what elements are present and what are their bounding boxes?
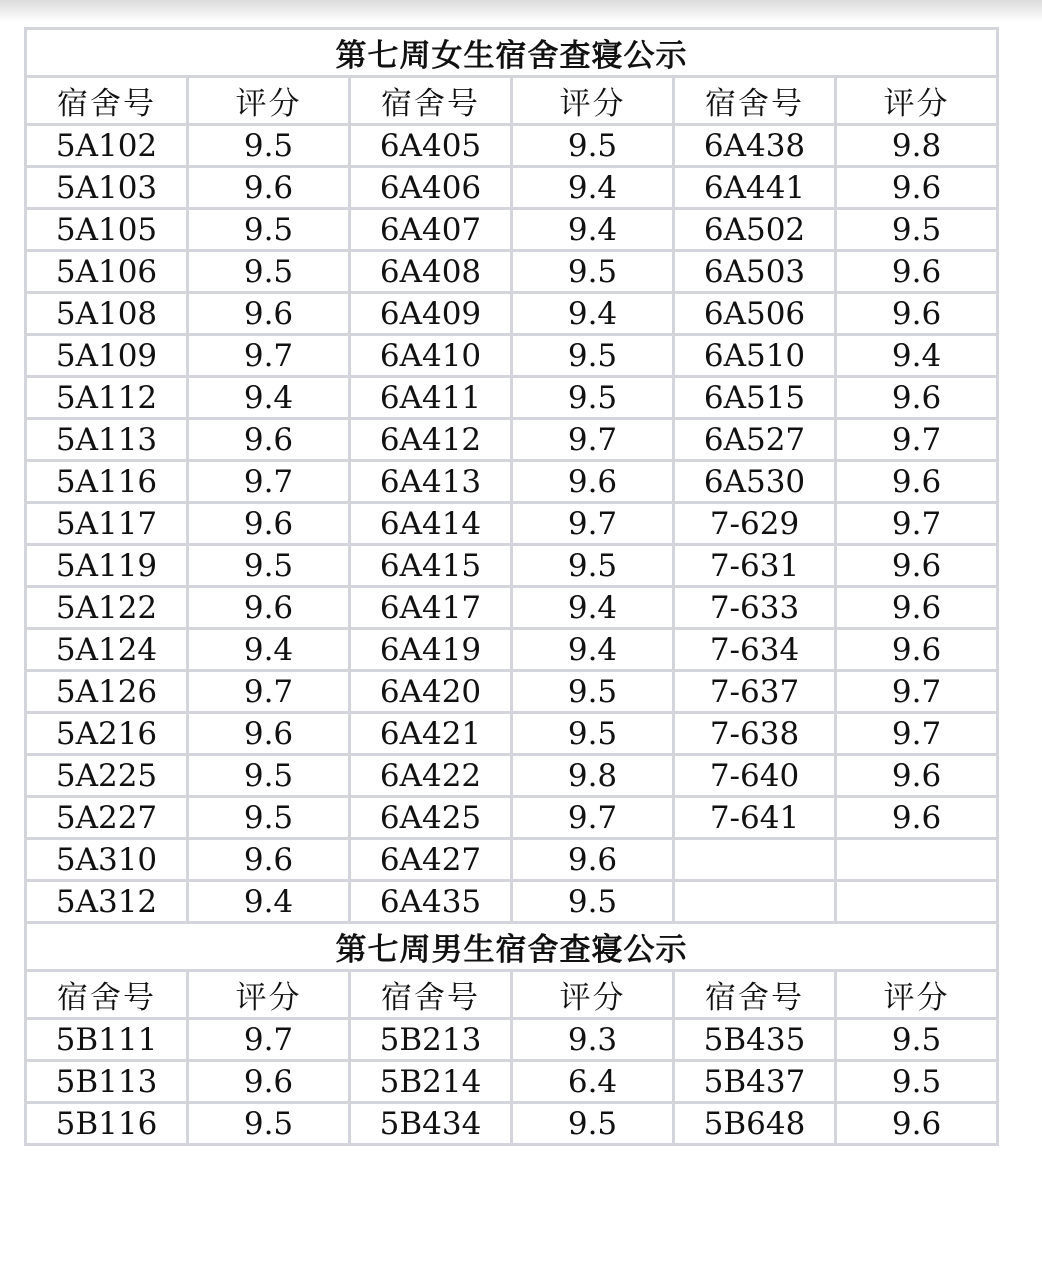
room-number-cell: 6A408 xyxy=(350,251,512,293)
room-number-cell: 7-633 xyxy=(674,587,836,629)
room-number-cell: 5B113 xyxy=(26,1061,188,1103)
score-cell: 9.5 xyxy=(512,251,674,293)
room-number-cell: 5A113 xyxy=(26,419,188,461)
score-cell: 9.5 xyxy=(188,209,350,251)
room-number-cell: 5A126 xyxy=(26,671,188,713)
room-number-cell: 6A427 xyxy=(350,839,512,881)
room-number-cell: 6A409 xyxy=(350,293,512,335)
room-number-cell: 5A310 xyxy=(26,839,188,881)
room-number-cell: 7-634 xyxy=(674,629,836,671)
room-number-cell: 6A405 xyxy=(350,125,512,167)
table-row xyxy=(26,671,998,713)
room-number-cell: 5A122 xyxy=(26,587,188,629)
room-number-cell: 5A124 xyxy=(26,629,188,671)
table-row xyxy=(26,419,998,461)
score-cell: 9.5 xyxy=(188,545,350,587)
table-row xyxy=(26,545,998,587)
score-cell: 9.5 xyxy=(836,1019,998,1061)
table-row xyxy=(26,881,998,923)
room-number-cell: 6A419 xyxy=(350,629,512,671)
score-cell: 9.8 xyxy=(512,755,674,797)
room-number-cell: 5B116 xyxy=(26,1103,188,1145)
score-cell: 9.6 xyxy=(188,587,350,629)
room-number-cell: 5B214 xyxy=(350,1061,512,1103)
score-cell: 9.5 xyxy=(188,125,350,167)
score-cell: 9.6 xyxy=(512,461,674,503)
room-number-cell: 6A413 xyxy=(350,461,512,503)
column-header-score: 评分 xyxy=(188,77,350,125)
room-number-cell: 6A420 xyxy=(350,671,512,713)
score-cell xyxy=(836,839,998,881)
male-title: 第七周男生宿舍查寝公示 xyxy=(26,923,998,971)
room-number-cell: 6A438 xyxy=(674,125,836,167)
room-number-cell: 5A105 xyxy=(26,209,188,251)
table-row xyxy=(26,293,998,335)
score-cell: 9.7 xyxy=(836,503,998,545)
room-number-cell: 6A435 xyxy=(350,881,512,923)
score-cell: 9.4 xyxy=(188,629,350,671)
room-number-cell: 5A216 xyxy=(26,713,188,755)
female-section xyxy=(26,29,998,923)
score-cell: 9.6 xyxy=(836,629,998,671)
score-cell: 9.4 xyxy=(512,629,674,671)
score-cell: 9.6 xyxy=(188,293,350,335)
room-number-cell: 6A410 xyxy=(350,335,512,377)
score-cell: 9.6 xyxy=(836,461,998,503)
room-number-cell: 5A112 xyxy=(26,377,188,419)
score-cell: 9.5 xyxy=(188,755,350,797)
room-number-cell: 6A412 xyxy=(350,419,512,461)
table-row xyxy=(26,713,998,755)
room-number-cell: 6A503 xyxy=(674,251,836,293)
table-row xyxy=(26,209,998,251)
column-header-room: 宿舍号 xyxy=(26,971,188,1019)
room-number-cell: 5A312 xyxy=(26,881,188,923)
score-cell: 9.5 xyxy=(512,545,674,587)
room-number-cell: 5A109 xyxy=(26,335,188,377)
room-number-cell: 6A502 xyxy=(674,209,836,251)
column-header-score: 评分 xyxy=(512,77,674,125)
score-cell: 9.6 xyxy=(188,713,350,755)
table-row xyxy=(26,251,998,293)
column-header-score: 评分 xyxy=(836,77,998,125)
table-row xyxy=(26,503,998,545)
dorm-inspection-table xyxy=(24,27,999,1146)
score-cell: 9.7 xyxy=(836,419,998,461)
room-number-cell: 7-641 xyxy=(674,797,836,839)
room-number-cell: 5A117 xyxy=(26,503,188,545)
male-section xyxy=(26,923,998,1145)
score-cell: 9.7 xyxy=(512,797,674,839)
score-cell: 9.5 xyxy=(512,335,674,377)
table-row xyxy=(26,587,998,629)
score-cell: 9.4 xyxy=(188,881,350,923)
table-row xyxy=(26,839,998,881)
score-cell: 9.6 xyxy=(836,587,998,629)
score-cell: 9.7 xyxy=(836,671,998,713)
male-header-row xyxy=(26,971,998,1019)
column-header-room: 宿舍号 xyxy=(350,77,512,125)
room-number-cell: 5B213 xyxy=(350,1019,512,1061)
table-row xyxy=(26,461,998,503)
room-number-cell: 5A102 xyxy=(26,125,188,167)
room-number-cell: 5B111 xyxy=(26,1019,188,1061)
column-header-room: 宿舍号 xyxy=(674,77,836,125)
top-shadow xyxy=(0,0,1042,22)
score-cell: 9.6 xyxy=(836,293,998,335)
score-cell: 9.7 xyxy=(836,713,998,755)
score-cell: 9.5 xyxy=(836,209,998,251)
score-cell: 9.6 xyxy=(188,503,350,545)
score-cell: 9.5 xyxy=(512,713,674,755)
room-number-cell: 6A425 xyxy=(350,797,512,839)
score-cell: 9.7 xyxy=(188,1019,350,1061)
score-cell: 9.5 xyxy=(512,125,674,167)
room-number-cell: 7-640 xyxy=(674,755,836,797)
room-number-cell: 6A527 xyxy=(674,419,836,461)
room-number-cell: 6A441 xyxy=(674,167,836,209)
score-cell: 9.6 xyxy=(836,167,998,209)
column-header-score: 评分 xyxy=(188,971,350,1019)
score-cell: 9.6 xyxy=(188,419,350,461)
room-number-cell: 6A411 xyxy=(350,377,512,419)
score-cell xyxy=(836,881,998,923)
score-cell: 9.4 xyxy=(512,209,674,251)
room-number-cell: 6A515 xyxy=(674,377,836,419)
score-cell: 9.4 xyxy=(512,167,674,209)
score-cell: 9.6 xyxy=(836,251,998,293)
score-cell: 9.5 xyxy=(188,797,350,839)
score-cell: 9.7 xyxy=(188,335,350,377)
female-header-row xyxy=(26,77,998,125)
room-number-cell: 7-638 xyxy=(674,713,836,755)
room-number-cell: 5A116 xyxy=(26,461,188,503)
female-title: 第七周女生宿舍查寝公示 xyxy=(26,29,998,77)
room-number-cell: 5A108 xyxy=(26,293,188,335)
score-cell: 9.6 xyxy=(836,755,998,797)
score-cell: 9.6 xyxy=(836,377,998,419)
room-number-cell: 5A227 xyxy=(26,797,188,839)
score-cell: 9.4 xyxy=(512,293,674,335)
table-row xyxy=(26,629,998,671)
score-cell: 9.7 xyxy=(512,503,674,545)
room-number-cell: 5A103 xyxy=(26,167,188,209)
room-number-cell: 7-637 xyxy=(674,671,836,713)
table-row xyxy=(26,167,998,209)
score-cell: 9.6 xyxy=(836,1103,998,1145)
score-cell: 9.3 xyxy=(512,1019,674,1061)
table-row xyxy=(26,377,998,419)
room-number-cell: 6A530 xyxy=(674,461,836,503)
column-header-score: 评分 xyxy=(512,971,674,1019)
table-row xyxy=(26,797,998,839)
table-row xyxy=(26,1019,998,1061)
room-number-cell: 6A407 xyxy=(350,209,512,251)
score-cell: 9.6 xyxy=(188,167,350,209)
score-cell: 9.6 xyxy=(188,839,350,881)
room-number-cell: 6A406 xyxy=(350,167,512,209)
table-row xyxy=(26,1061,998,1103)
room-number-cell: 5B434 xyxy=(350,1103,512,1145)
room-number-cell: 5A119 xyxy=(26,545,188,587)
room-number-cell: 7-629 xyxy=(674,503,836,545)
score-cell: 9.5 xyxy=(512,377,674,419)
score-cell: 9.5 xyxy=(836,1061,998,1103)
score-cell: 9.7 xyxy=(512,419,674,461)
room-number-cell: 6A421 xyxy=(350,713,512,755)
room-number-cell: 6A414 xyxy=(350,503,512,545)
column-header-score: 评分 xyxy=(836,971,998,1019)
room-number-cell: 6A422 xyxy=(350,755,512,797)
table-row xyxy=(26,755,998,797)
score-cell: 9.7 xyxy=(188,461,350,503)
score-cell: 9.4 xyxy=(512,587,674,629)
column-header-room: 宿舍号 xyxy=(26,77,188,125)
table-row xyxy=(26,125,998,167)
score-cell: 9.6 xyxy=(836,545,998,587)
male-title-row xyxy=(26,923,998,971)
score-cell: 9.5 xyxy=(512,881,674,923)
score-cell: 9.5 xyxy=(188,1103,350,1145)
room-number-cell xyxy=(674,881,836,923)
score-cell: 9.6 xyxy=(188,1061,350,1103)
room-number-cell: 6A506 xyxy=(674,293,836,335)
score-cell: 9.5 xyxy=(512,1103,674,1145)
score-cell: 6.4 xyxy=(512,1061,674,1103)
room-number-cell: 6A510 xyxy=(674,335,836,377)
room-number-cell: 5A106 xyxy=(26,251,188,293)
score-cell: 9.5 xyxy=(512,671,674,713)
score-cell: 9.6 xyxy=(512,839,674,881)
table-row xyxy=(26,335,998,377)
score-cell: 9.4 xyxy=(836,335,998,377)
score-cell: 9.7 xyxy=(188,671,350,713)
score-cell: 9.4 xyxy=(188,377,350,419)
column-header-room: 宿舍号 xyxy=(350,971,512,1019)
room-number-cell: 5A225 xyxy=(26,755,188,797)
score-cell: 9.8 xyxy=(836,125,998,167)
column-header-room: 宿舍号 xyxy=(674,971,836,1019)
room-number-cell: 7-631 xyxy=(674,545,836,587)
room-number-cell: 5B437 xyxy=(674,1061,836,1103)
room-number-cell: 5B648 xyxy=(674,1103,836,1145)
room-number-cell xyxy=(674,839,836,881)
female-title-row xyxy=(26,29,998,77)
score-cell: 9.6 xyxy=(836,797,998,839)
room-number-cell: 6A417 xyxy=(350,587,512,629)
room-number-cell: 6A415 xyxy=(350,545,512,587)
room-number-cell: 5B435 xyxy=(674,1019,836,1061)
score-cell: 9.5 xyxy=(188,251,350,293)
table-row xyxy=(26,1103,998,1145)
